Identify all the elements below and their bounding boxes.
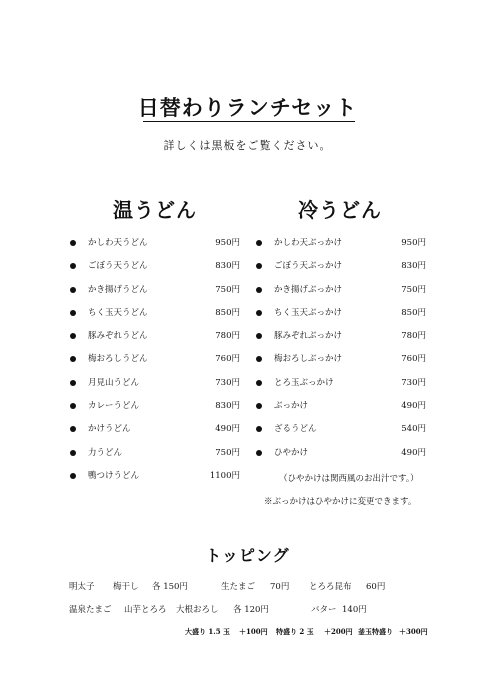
menu-item-price: 830円 <box>401 261 426 272</box>
hiyakake-note: （ひやかけは関西風のお出汁です。） <box>279 474 419 484</box>
menu-item-name: 鴨つけうどん <box>88 470 140 481</box>
menu-item-name: ちく玉天うどん <box>88 307 148 318</box>
warm-udon-list <box>70 235 240 491</box>
menu-item <box>256 375 426 398</box>
menu-item-price: 730円 <box>215 377 240 388</box>
menu-item-price: 1100円 <box>209 470 240 481</box>
menu-item-name: ごぼう天ぶっかけ <box>274 261 343 272</box>
bullet-icon <box>70 403 76 409</box>
menu-item <box>70 235 240 258</box>
bullet-icon <box>70 426 76 432</box>
menu-item-price: 760円 <box>215 354 240 365</box>
menu-item-price: 850円 <box>215 307 240 318</box>
menu-item <box>256 235 426 258</box>
menu-item-price: 830円 <box>215 261 240 272</box>
menu-item-price: 950円 <box>215 238 240 248</box>
menu-item <box>70 468 240 491</box>
menu-item <box>70 282 240 305</box>
menu-item-price: 490円 <box>401 447 426 458</box>
page-subtitle: 詳しくは黒板をご覧ください。 <box>163 139 332 152</box>
menu-item <box>70 258 240 281</box>
menu-item-price: 490円 <box>401 401 426 412</box>
menu-item-price: 830円 <box>215 401 240 412</box>
size-oomori-price: ＋100円 <box>239 627 268 636</box>
menu-item-name: ひやかけ <box>274 447 309 458</box>
size-oomori-label: 大盛り 1.5 玉 <box>185 627 231 636</box>
bullet-icon <box>256 403 262 409</box>
menu-item <box>256 351 426 374</box>
menu-item-name: 豚みぞれうどん <box>88 331 148 342</box>
menu-item <box>70 305 240 328</box>
bullet-icon <box>256 263 262 269</box>
bullet-icon <box>70 287 76 293</box>
bullet-icon <box>256 333 262 339</box>
menu-item-name: かき揚げうどん <box>88 284 148 295</box>
topping-yamaimo: 山芋とろろ <box>124 605 167 615</box>
bullet-icon <box>256 356 262 362</box>
cold-udon-heading: 冷うどん <box>298 198 382 222</box>
bullet-icon <box>70 333 76 339</box>
toppings-heading: トッピング <box>205 546 290 565</box>
size-kaedama-price: ＋300円 <box>399 627 428 636</box>
menu-item <box>256 258 426 281</box>
menu-item-name: ざるうどん <box>274 424 317 435</box>
bullet-icon <box>70 380 76 386</box>
menu-item-name: かしわ天ぶっかけ <box>274 238 343 248</box>
bullet-icon <box>256 240 262 246</box>
topping-price-b: 各 120円 <box>233 605 269 615</box>
topping-tororokonbu: とろろ昆布 <box>309 582 352 592</box>
bukkake-note: ※ぶっかけはひやかけに変更できます。 <box>264 497 417 507</box>
menu-item-price: 780円 <box>401 331 426 342</box>
menu-item-name: 豚みぞれぶっかけ <box>274 331 343 342</box>
menu-item-price: 730円 <box>401 377 426 388</box>
title-underline <box>143 121 355 122</box>
menu-item-price: 750円 <box>401 284 426 295</box>
menu-item <box>70 328 240 351</box>
menu-item-name: 梅おろしうどん <box>88 354 148 365</box>
bullet-icon <box>70 263 76 269</box>
topping-namatamago-price: 70円 <box>270 582 290 592</box>
menu-item-name: かけうどん <box>88 424 131 435</box>
menu-item-price: 850円 <box>401 307 426 318</box>
menu-item-price: 750円 <box>215 447 240 458</box>
menu-item-price: 750円 <box>215 284 240 295</box>
menu-item-name: ちく玉天ぶっかけ <box>274 307 343 318</box>
topping-tororokonbu-price: 60円 <box>366 582 386 592</box>
bullet-icon <box>256 450 262 456</box>
topping-onsen-tamago: 温泉たまご <box>69 605 112 615</box>
menu-item-name: かき揚げぶっかけ <box>274 284 343 295</box>
menu-item <box>256 305 426 328</box>
menu-item <box>70 421 240 444</box>
bullet-icon <box>70 450 76 456</box>
menu-item-name: ごぼう天うどん <box>88 261 148 272</box>
bullet-icon <box>70 473 76 479</box>
size-kaedama-label: 釜玉特盛り <box>358 627 393 636</box>
bullet-icon <box>70 310 76 316</box>
menu-item-name: カレーうどん <box>88 401 140 412</box>
cold-udon-list <box>256 235 426 468</box>
bullet-icon <box>256 310 262 316</box>
page-title: 日替わりランチセット <box>137 95 358 120</box>
menu-item-name: ぶっかけ <box>274 401 309 412</box>
menu-item-price: 490円 <box>215 424 240 435</box>
size-tokumori-price: ＋200円 <box>324 627 353 636</box>
menu-item <box>70 445 240 468</box>
menu-item-price: 780円 <box>215 331 240 342</box>
topping-butter-price: 140円 <box>342 605 367 615</box>
topping-butter: バター <box>311 605 337 615</box>
menu-item <box>70 398 240 421</box>
menu-item-name: かしわ天うどん <box>88 238 148 248</box>
bullet-icon <box>70 240 76 246</box>
menu-item-name: とろ玉ぶっかけ <box>274 377 334 388</box>
menu-item <box>256 421 426 444</box>
topping-daikon: 大根おろし <box>176 605 219 615</box>
menu-item <box>256 282 426 305</box>
bullet-icon <box>256 380 262 386</box>
menu-item-name: 力うどん <box>88 447 123 458</box>
warm-udon-heading: 温うどん <box>113 198 197 222</box>
bullet-icon <box>256 287 262 293</box>
topping-mentaiko: 明太子 <box>69 582 95 592</box>
menu-item-price: 760円 <box>401 354 426 365</box>
menu-item <box>256 445 426 468</box>
menu-item-price: 950円 <box>401 238 426 248</box>
menu-item-name: 梅おろしぶっかけ <box>274 354 343 365</box>
bullet-icon <box>70 356 76 362</box>
topping-namatamago: 生たまご <box>221 582 256 592</box>
menu-item <box>256 398 426 421</box>
menu-item <box>70 375 240 398</box>
menu-item-name: 月見山うどん <box>88 377 140 388</box>
menu-item <box>70 351 240 374</box>
bullet-icon <box>256 426 262 432</box>
menu-item-price: 540円 <box>401 424 426 435</box>
menu-item <box>256 328 426 351</box>
size-tokumori-label: 特盛り 2 玉 <box>276 627 314 636</box>
topping-price-a: 各 150円 <box>152 582 188 592</box>
topping-umeboshi: 梅干し <box>113 582 139 592</box>
